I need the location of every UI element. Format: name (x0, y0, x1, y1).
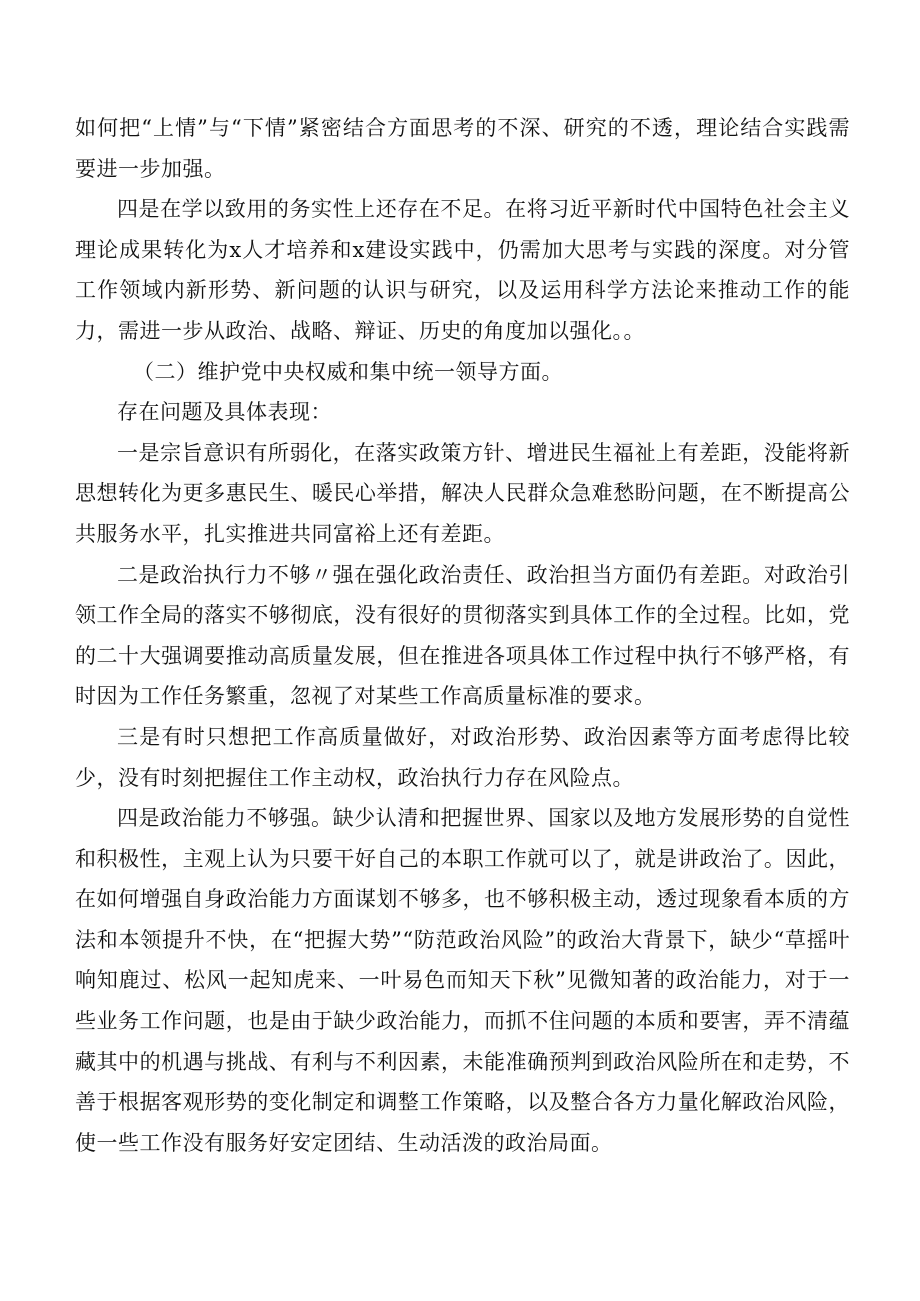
document-body (75, 108, 850, 1163)
paragraph-point-two: 二是政治执行力不够〃强在强化政治责任、政治担当方面仍有差距。对政治引领工作全局的落实不够彻底，没有很好的贯彻落实到具体工作的全过程。比如，党的二十大强调要推动高质量发展，但在推进各项具体工作过程中执行不够严格，有时因为工作任务繁重，忽视了对某些工作高质量标准的要求。 (75, 562, 850, 709)
paragraph-point-four-study: 四是在学以致用的务实性上还存在不足。在将习近平新时代中国特色社会主义理论成果转化为x人才培养和x建设实践中，仍需加大思考与实践的深度。对分管工作领域内新形势、新问题的认识与研究，以及运用科学方法论来推动工作的能力，需进一步从政治、战略、辩证、历史的角度加以强化。。 (75, 197, 850, 343)
paragraph-point-three: 三是有时只想把工作高质量做好，对政治形势、政治因素等方面考虑得比较少，没有时刻把握住工作主动权，政治执行力存在风险点。 (75, 724, 850, 790)
paragraph-continuation: 如何把“上情”与“下情”紧密结合方面思考的不深、研究的不透，理论结合实践需要进一步加强。 (75, 116, 850, 181)
paragraph-point-four: 四是政治能力不够强。缺少认清和把握世界、国家以及地方发展形势的自觉性和积极性，主观上认为只要干好自己的本职工作就可以了，就是讲政治了。因此，在如何增强自身政治能力方面谋划不够多，也不够积极主动，透过现象看本质的方法和本领提升不快，在“把握大势”“防范政治风险”的政治大背景下，缺少“草摇叶响知鹿过、松风一起知虎来、一叶易色而知天下秋”见微知著的政治能力，对于一些业务工作问题，也是由于缺少政治能力，而抓不住问题的本质和要害，弄不清蕴藏其中的机遇与挑战、有利与不利因素，未能准确预判到政治风险所在和走势，不善于根据客观形势的变化制定和调整工作策略，以及整合各方力量化解政治风险，使一些工作没有服务好安定团结、生动活泼的政治局面。 (75, 806, 850, 1155)
section-heading: （二）维护党中央权威和集中统一领导方面。 (133, 359, 563, 384)
paragraph-point-one: 一是宗旨意识有所弱化，在落实政策方针、增进民生福祉上有差距，没能将新思想转化为更多惠民生、暖民心举措，解决人民群众急难愁盼问题，在不断提高公共服务水平，扎实推进共同富裕上还有差距。 (75, 440, 850, 546)
paragraph-problems-intro: 存在问题及具体表现： (117, 400, 332, 425)
